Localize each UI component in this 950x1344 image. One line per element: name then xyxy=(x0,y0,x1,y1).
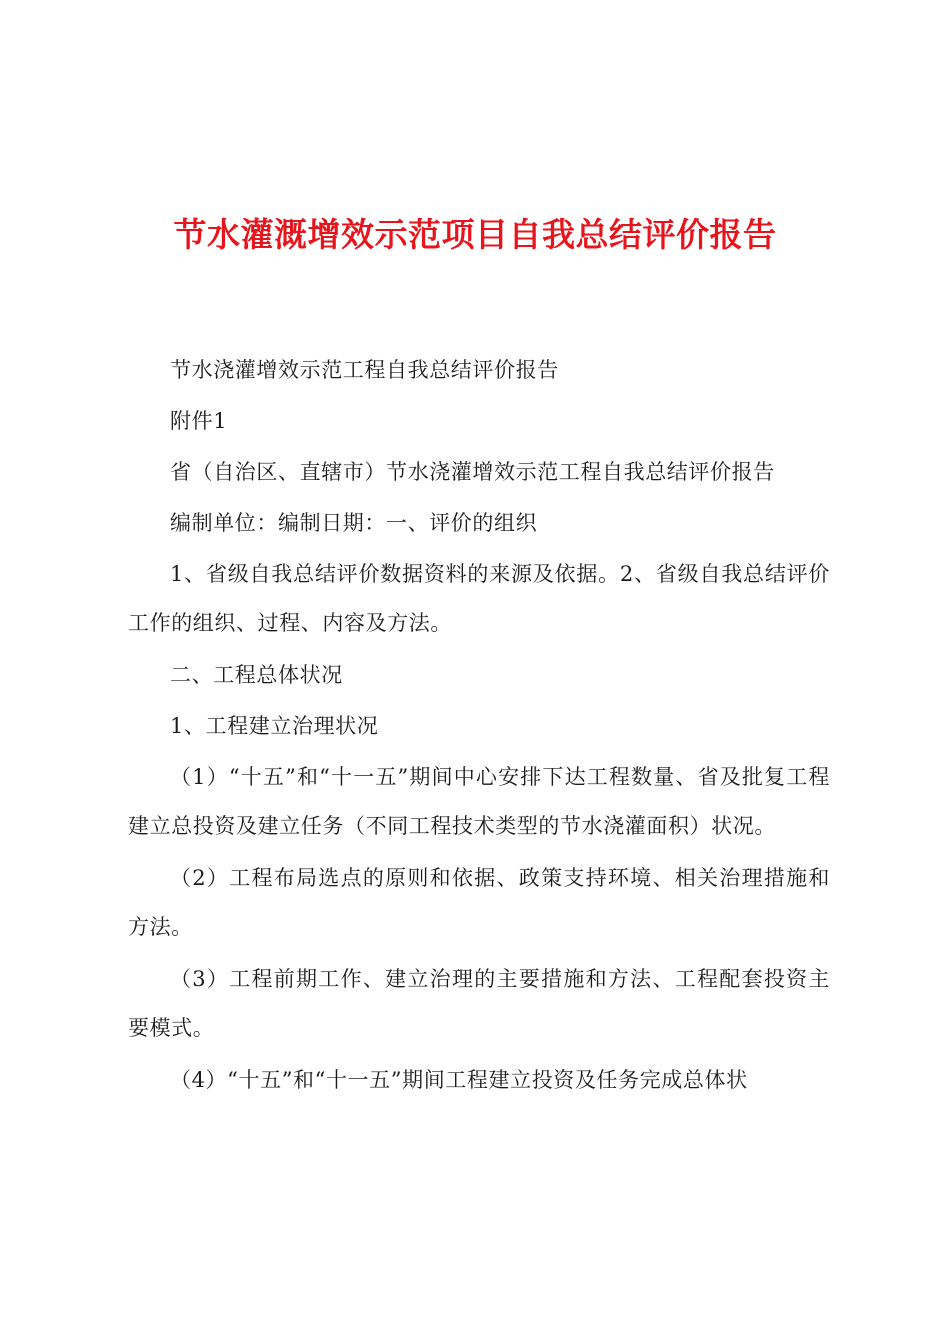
paragraph-attachment: 附件1 xyxy=(170,409,228,433)
subsection-heading-management: 1、工程建立治理状况 xyxy=(170,714,379,738)
paragraph-subtitle: 节水浇灌增效示范工程自我总结评价报告 xyxy=(170,358,559,382)
document-title: 节水灌溉增效示范项目自我总结评价报告 xyxy=(173,215,777,254)
paragraph-item-4: （4）“十五”和“十一五”期间工程建立投资及任务完成总体状 xyxy=(170,1068,748,1092)
paragraph-item-1: （1）“十五”和“十一五”期间中心安排下达工程数量、省及批复工程建立总投资及建立任务（不同工程技术类型的节水浇灌面积）状况。 xyxy=(128,765,830,838)
section-heading-overview: 二、工程总体状况 xyxy=(170,663,343,687)
paragraph-report-name: 省（自治区、直辖市）节水浇灌增效示范工程自我总结评价报告 xyxy=(170,460,775,484)
document-body xyxy=(128,346,830,1105)
paragraph-item-3: （3）工程前期工作、建立治理的主要措施和方法、工程配套投资主要模式。 xyxy=(128,967,830,1040)
paragraph-data-sources: 1、省级自我总结评价数据资料的来源及依据。2、省级自我总结评价工作的组织、过程、内容及方法。 xyxy=(128,562,830,635)
paragraph-unit-date: 编制单位：编制日期：一、评价的组织 xyxy=(170,511,538,535)
paragraph-item-2: （2）工程布局选点的原则和依据、政策支持环境、相关治理措施和方法。 xyxy=(128,866,830,939)
